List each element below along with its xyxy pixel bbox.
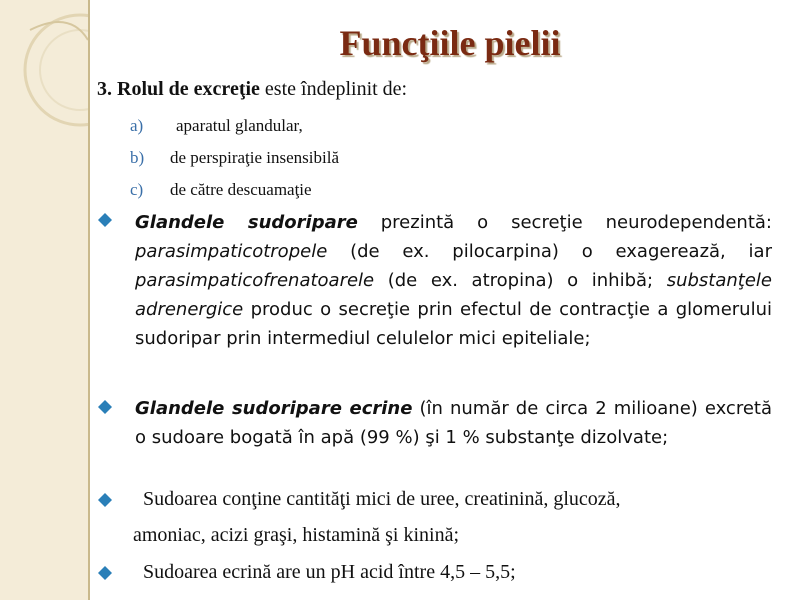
sub-item-a [130, 116, 303, 136]
bullet2-term: Glandele sudoripare ecrine [135, 398, 413, 419]
bullet1-term2: parasimpaticotropele [135, 241, 328, 262]
bullet2-text: (în număr de circa 2 milioane) excretă o sudoare bogată în apă (99 %) şi 1 % substanţe dizolvate; [135, 398, 772, 448]
bullet1-text3: (de ex. atropina) o inhibă; [374, 270, 667, 291]
bullet-icon [98, 213, 112, 227]
sub-item-text: de perspiraţie insensibilă [170, 148, 340, 167]
sub-item-c [130, 180, 312, 200]
bullet3-line2: amoniac, acizi graşi, histamină şi kinină; [133, 524, 460, 546]
bullet1-term: Glandele sudoripare [135, 212, 358, 233]
bullet1-text: prezintă o secreţie neurodependentă: [357, 212, 772, 233]
sub-item-label: a) [130, 116, 144, 135]
bullet3-line1: Sudoarea conţine cantităţi mici de uree, creatinină, glucoză, [143, 488, 621, 510]
bullet-icon [98, 493, 112, 507]
bullet-glandele-ecrine [135, 394, 772, 452]
sub-item-label: b) [130, 148, 145, 167]
heading-rest: este îndeplinit de: [259, 78, 408, 100]
sub-item-text: de către descuamaţie [170, 180, 312, 199]
bullet1-text2: (de ex. pilocarpina) o exagerează, iar [327, 241, 772, 262]
side-divider [88, 0, 90, 600]
bullet1-term4: substanţele adrenergice [135, 270, 772, 320]
section-heading [97, 78, 407, 101]
bullet-icon [98, 400, 112, 414]
bullet-icon [98, 566, 112, 580]
heading-bold: 3. Rolul de excreţie [97, 78, 260, 100]
slide-title: Funcţiile pielii [339, 23, 561, 63]
bullet4-text: Sudoarea ecrină are un pH acid între 4,5 – 5,5; [143, 561, 516, 583]
bullet1-term3: parasimpaticofrenatoarele [135, 270, 375, 291]
side-decoration [0, 0, 88, 600]
sub-item-label: c) [130, 180, 144, 199]
sub-item-text: aparatul glandular, [176, 116, 303, 135]
sub-item-b [130, 148, 339, 168]
bullet-glandele-sudoripare [135, 208, 772, 353]
bullet1-text4: produc o secreţie prin efectul de contracţie a glomerului sudoripar prin intermediul celulelor mici epiteliale; [135, 299, 772, 349]
